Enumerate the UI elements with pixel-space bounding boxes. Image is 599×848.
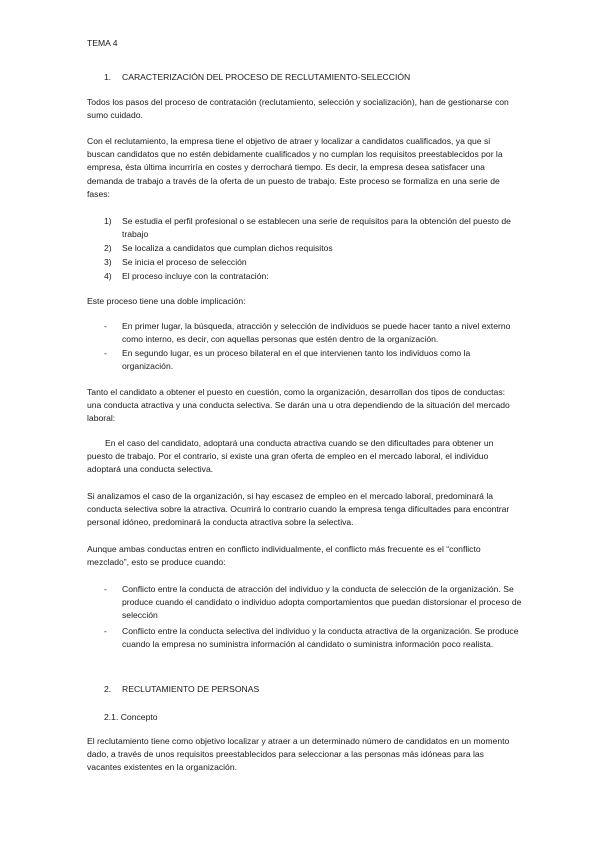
list-marker: 4) <box>104 271 112 281</box>
paragraph: Aunque ambas conductas entren en conflicto individualmente, el conflicto más frecuente es el “conflicto mezclado”, esto se produce cuando: <box>87 544 481 568</box>
paragraph: Si analizamos el caso de la organización, si hay escasez de empleo en el mercado laboral, predominará la conducta selectiva sobre la atractiva. Ocurrirá lo contrario cuando la empresa tenga dificultades para encontrar personal idóneo, predominará la conducta atractiva sobre la selectiva. <box>87 491 510 528</box>
section-1-number: 1. <box>104 72 112 82</box>
section-1-title: CARACTERIZACIÓN DEL PROCESO DE RECLUTAMIENTO-SELECCIÓN <box>122 72 411 82</box>
list-marker: 1) <box>104 216 112 226</box>
subsection-title: 2.1. Concepto <box>104 712 158 722</box>
list-marker: - <box>104 321 107 331</box>
list-item: Conflicto entre la conducta de atracción del individuo y la conducta de selección de la organización. Se produce cuando el candidato o individuo adopta comportamientos que puedan distorsionar el proceso de selección <box>122 584 522 621</box>
list-marker: 3) <box>104 257 112 267</box>
list-item: Se localiza a candidatos que cumplan dichos requisitos <box>122 243 333 253</box>
paragraph: Con el reclutamiento, la empresa tiene el objetivo de atraer y localizar a candidatos cualificados, ya que si buscan candidatos que no estén debidamente cualificados y no cumplan los requisitos preestablecidos por la empresa, ésta última incurriría en costes y derrochará tiempo. Es decir, la empresa desea satisfacer una demanda de trabajo a través de la oferta de un puesto de trabajo. Este proceso se formaliza en una serie de fases: <box>87 136 503 199</box>
list-item: El proceso incluye con la contratación: <box>122 271 269 281</box>
paragraph: Todos los pasos del proceso de contratación (reclutamiento, selección y socialización), han de gestionarse con sumo cuidado. <box>87 97 509 121</box>
list-marker: - <box>104 348 107 358</box>
list-item: Conflicto entre la conducta selectiva del individuo y la conducta atractiva de la organización. Se produce cuando la empresa no suministra información al candidato o suministra información poco realista. <box>122 626 519 650</box>
list-marker: - <box>104 584 107 594</box>
list-item: En segundo lugar, es un proceso bilateral en el que intervienen tanto los individuos como la organización. <box>122 348 471 372</box>
topic-label: TEMA 4 <box>87 38 118 48</box>
section-2-number: 2. <box>104 684 112 694</box>
list-item: Se estudia el perfil profesional o se establecen una serie de requisitos para la obtención del puesto de trabajo <box>122 216 511 240</box>
list-marker: - <box>104 626 107 636</box>
list-item: Se inicia el proceso de selección <box>122 257 247 267</box>
section-2-title: RECLUTAMIENTO DE PERSONAS <box>122 684 260 694</box>
list-marker: 2) <box>104 243 112 253</box>
paragraph: En el caso del candidato, adoptará una conducta atractiva cuando se den dificultades para obtener un puesto de trabajo. Por el contrario, si existe una gran oferta de empleo en el mercado laboral, el individuo adoptará una conducta selectiva. <box>87 438 494 475</box>
list-item: En primer lugar, la búsqueda, atracción y selección de individuos se puede hacer tanto a nivel externo como interno, es decir, con aquellas personas que estén dentro de la organización. <box>122 321 511 345</box>
paragraph: Este proceso tiene una doble implicación: <box>87 296 246 306</box>
paragraph: Tanto el candidato a obtener el puesto en cuestión, como la organización, desarrollan dos tipos de conductas: una conducta atractiva y una conducta selectiva. Se darán una u otra dependiendo de la situación del mercado laboral: <box>87 387 510 424</box>
paragraph: El reclutamiento tiene como objetivo localizar y atraer a un determinado número de candidatos en un momento dado, a través de unos requisitos preestablecidos para seleccionar a las personas más idóneas para las vacantes existentes en la organización. <box>87 736 510 773</box>
